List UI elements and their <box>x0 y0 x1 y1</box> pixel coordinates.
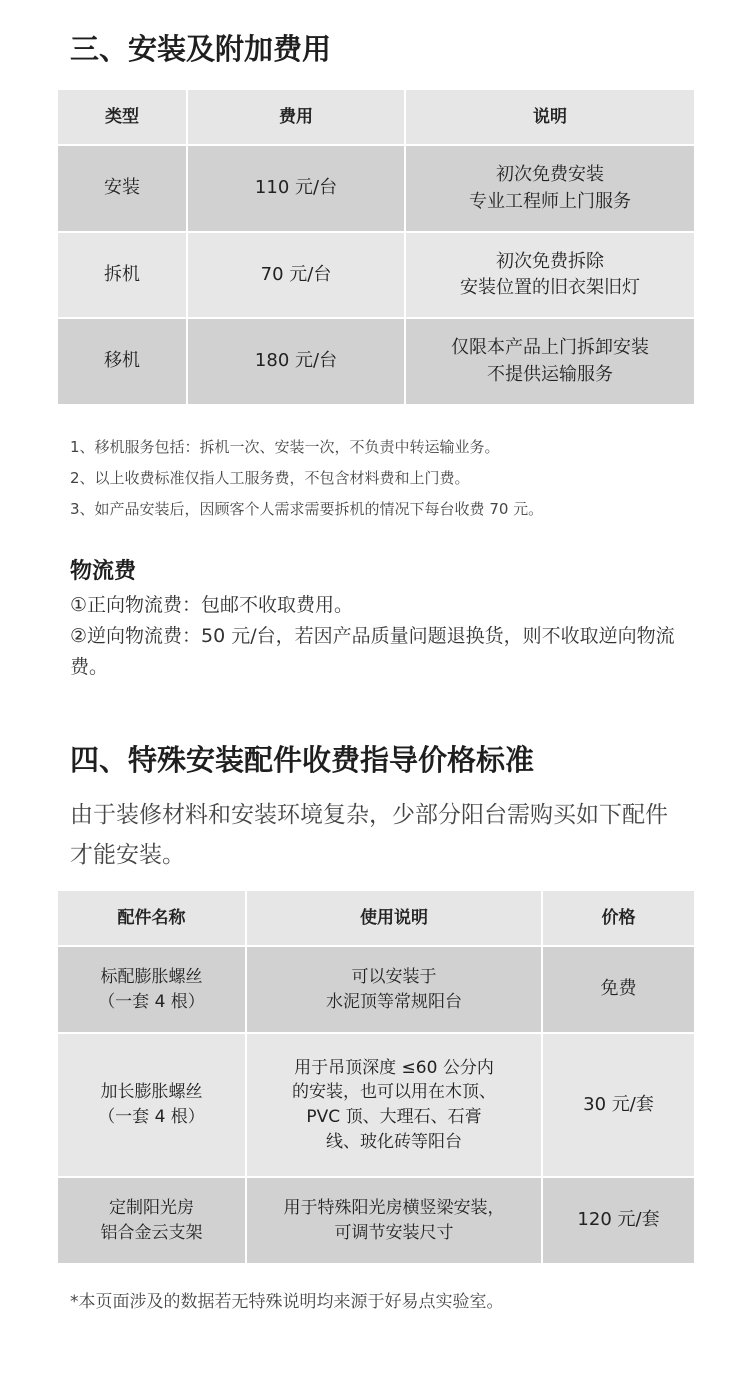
table-row <box>57 145 695 232</box>
header-name: 配件名称 <box>57 890 246 946</box>
header-desc: 说明 <box>405 89 695 145</box>
section4-title: 四、特殊安装配件收费指导价格标准 <box>70 743 535 777</box>
table-header-row <box>57 890 695 946</box>
header-fee: 费用 <box>187 89 405 145</box>
row-price: 120 元/套 <box>542 1177 695 1264</box>
row-usage <box>246 1177 542 1264</box>
row-price: 免费 <box>542 946 695 1033</box>
usage-line: 用于特殊阳光房横竖梁安装， <box>283 1197 505 1218</box>
name-line: 加长膨胀螺丝 <box>100 1082 203 1103</box>
name-line: 铝合金云支架 <box>100 1222 203 1243</box>
desc-line: 仅限本产品上门拆卸安装 <box>451 337 649 359</box>
row-fee: 180 元/台 <box>187 318 405 405</box>
note-line: 3、如产品安装后，因顾客个人需求需要拆机的情况下每台收费 70 元。 <box>70 500 544 518</box>
row-fee: 70 元/台 <box>187 232 405 318</box>
desc-line: 安装位置的旧衣架旧灯 <box>460 277 640 298</box>
table-row <box>57 1177 695 1264</box>
name-line: 标配膨胀螺丝 <box>100 966 203 987</box>
header-usage: 使用说明 <box>246 890 542 946</box>
desc-line: 初次免费安装 <box>496 164 604 186</box>
logistics-item: ①正向物流费：包邮不收取费用。 <box>70 594 354 616</box>
header-type: 类型 <box>57 89 187 145</box>
logistics-item: ②逆向物流费：50 元/台，若因产品质量问题退换货，则不收取逆向物流费。 <box>70 625 675 678</box>
table-header-row <box>57 89 695 145</box>
row-desc <box>405 318 695 405</box>
footer-note: *本页面涉及的数据若无特殊说明均来源于好易点实验室。 <box>70 1292 504 1312</box>
desc-line: 专业工程师上门服务 <box>469 190 631 212</box>
row-name <box>57 1033 246 1177</box>
usage-line: 的安装，也可以用在木顶、 <box>292 1082 496 1103</box>
row-type: 拆机 <box>57 232 187 318</box>
row-usage <box>246 946 542 1033</box>
accessory-price-table <box>56 889 696 1265</box>
usage-line: 线、玻化砖等阳台 <box>326 1131 462 1152</box>
install-notes <box>70 432 543 525</box>
table-row <box>57 232 695 318</box>
row-name <box>57 946 246 1033</box>
row-type: 安装 <box>57 145 187 232</box>
row-desc <box>405 232 695 318</box>
row-price: 30 元/套 <box>542 1033 695 1177</box>
desc-line: 不提供运输服务 <box>487 363 613 385</box>
usage-line: 可以安装于 <box>351 966 437 987</box>
desc-line: 初次免费拆除 <box>496 250 604 272</box>
row-desc <box>405 145 695 232</box>
usage-line: 用于吊顶深度 ≤60 公分内 <box>294 1057 494 1078</box>
section3-title: 三、安装及附加费用 <box>70 32 332 66</box>
logistics-text <box>70 590 690 683</box>
logistics-title: 物流费 <box>70 559 137 584</box>
note-line: 2、以上收费标准仅指人工服务费，不包含材料费和上门费。 <box>70 469 470 487</box>
table-row <box>57 1033 695 1177</box>
install-fee-table <box>56 88 696 406</box>
usage-line: PVC 顶、大理石、石膏 <box>306 1107 482 1127</box>
table-row <box>57 318 695 405</box>
row-fee: 110 元/台 <box>187 145 405 232</box>
header-price: 价格 <box>542 890 695 946</box>
name-line: （一套 4 根） <box>98 991 205 1012</box>
name-line: 定制阳光房 <box>109 1197 194 1218</box>
row-usage <box>246 1033 542 1177</box>
note-line: 1、移机服务包括：拆机一次、安装一次，不负责中转运输业务。 <box>70 438 500 456</box>
name-line: （一套 4 根） <box>98 1107 205 1127</box>
section4-intro: 由于装修材料和安装环境复杂，少部分阳台需购买如下配件才能安装。 <box>70 802 668 868</box>
row-name <box>57 1177 246 1264</box>
row-type: 移机 <box>57 318 187 405</box>
table-row <box>57 946 695 1033</box>
usage-line: 可调节安装尺寸 <box>334 1222 454 1243</box>
usage-line: 水泥顶等常规阳台 <box>326 991 462 1012</box>
